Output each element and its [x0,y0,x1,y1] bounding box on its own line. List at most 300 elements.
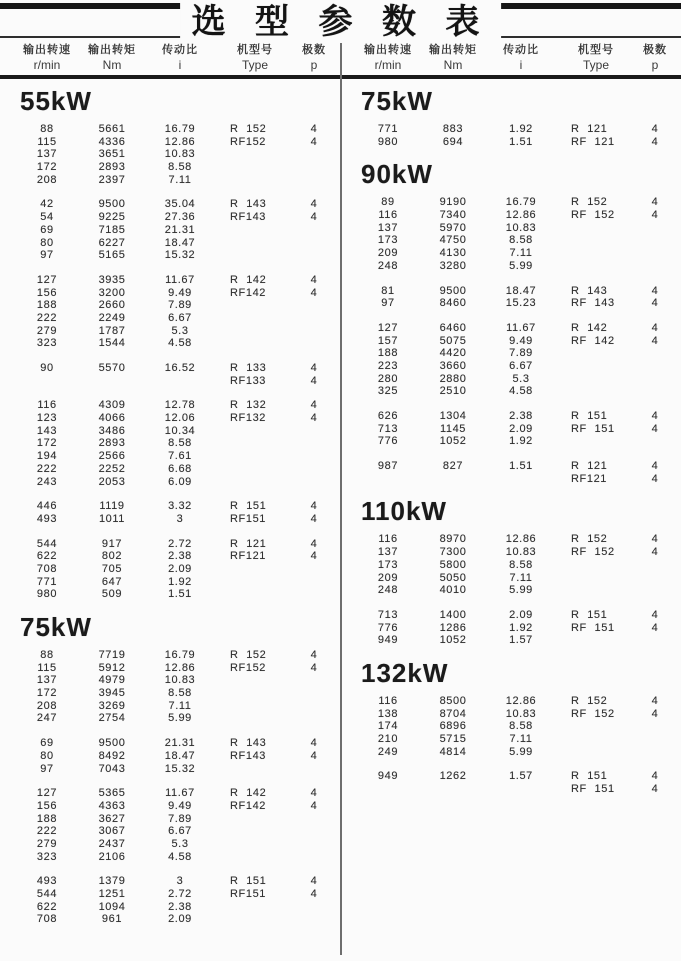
header-output-torque-unit: Nm [443,58,463,72]
torque-cell [423,473,483,486]
poles-cell [292,674,336,687]
table-row [12,249,341,262]
poles-cell [633,584,677,597]
speed-cell: 325 [377,385,399,398]
power-rating-heading: 55kW [20,86,92,116]
table-row [353,385,681,398]
table-row [353,546,681,559]
torque-cell: 9500 [439,284,467,297]
speed-cell: 188 [377,347,399,360]
poles-cell [292,249,336,262]
table-row [353,373,681,386]
poles-cell [633,260,677,273]
ratio-cell: 5.99 [509,584,533,597]
ratio-cell: 16.52 [164,362,196,374]
type-cell: R 151 [230,500,267,513]
speed-cell: 208 [36,699,58,712]
table-row [12,550,341,563]
torque-cell: 2893 [98,161,126,174]
table-row [12,450,341,463]
type-cell [218,763,292,776]
ratio-cell: 7.11 [509,733,533,745]
torque-cell: 7300 [439,546,467,559]
power-rating-heading: 90kW [361,159,433,190]
torque-cell: 9225 [98,211,126,224]
torque-cell: 7340 [439,209,467,222]
ratio-cell: 3 [176,875,184,888]
speed-cell: 115 [37,135,57,148]
poles-cell [292,588,336,601]
gearbox-variant-group [353,460,681,485]
type-cell: R 142 [230,787,267,800]
speed-cell: 622 [36,550,58,563]
gearbox-variant-group [353,123,681,148]
table-row [12,538,341,551]
power-section [353,160,681,485]
torque-cell: 4130 [439,247,467,260]
speed-cell: 123 [36,412,58,425]
gearbox-variant-group [12,538,341,601]
torque-cell: 1787 [98,324,126,337]
ratio-cell: 12.86 [505,533,537,546]
type-cell: RF143 [230,211,267,224]
table-row [353,196,681,209]
speed-cell: 776 [377,435,399,448]
header-ratio-label: 传动比 [503,44,539,56]
torque-cell: 3945 [98,687,126,700]
speed-cell: 174 [377,720,399,733]
speed-cell: 626 [377,410,399,422]
type-cell: R 143 [571,284,608,297]
ratio-cell: 12.86 [164,135,196,148]
type-cell: RF121 [230,550,267,563]
torque-cell: 1544 [98,337,126,350]
ratio-cell: 12.86 [164,661,196,674]
speed-cell: 116 [378,694,398,707]
poles-cell [292,161,336,174]
ratio-cell: 1.57 [509,770,533,783]
table-row [353,572,681,585]
poles-cell [633,634,677,647]
poles-cell: 4 [651,297,659,310]
table-row [353,234,681,247]
type-cell: R 143 [230,737,267,750]
speed-cell: 172 [36,687,58,700]
ratio-cell: 7.11 [509,247,533,260]
torque-cell: 1400 [439,608,467,621]
ratio-cell: 5.3 [171,324,189,337]
torque-cell: 6227 [98,236,126,249]
torque-cell: 5661 [98,123,126,135]
ratio-cell: 5.3 [512,372,530,385]
table-row [12,287,341,300]
torque-cell: 6460 [439,321,467,334]
table-row [12,274,341,287]
poles-cell [633,385,677,398]
poles-cell: 4 [310,787,318,800]
table-row [12,737,341,750]
header-poles-unit: p [651,58,659,72]
type-cell [559,234,633,247]
speed-cell: 97 [40,762,54,775]
table-row [353,222,681,235]
ratio-cell: 18.47 [164,236,196,249]
power-section [12,613,341,926]
torque-cell: 2754 [98,712,126,725]
poles-cell: 4 [651,770,659,783]
power-rating-heading: 110kW [361,496,447,527]
type-cell [218,174,292,187]
poles-cell: 4 [310,135,318,148]
speed-cell: 80 [40,236,54,249]
ratio-cell [483,783,559,796]
poles-cell [292,425,336,438]
torque-cell: 1119 [99,500,125,513]
type-cell: RF 152 [571,209,615,222]
torque-cell: 9500 [98,737,126,750]
speed-cell: 493 [36,512,58,525]
table-row [353,285,681,298]
ratio-cell: 8.58 [509,720,533,733]
ratio-cell: 2.09 [509,608,533,621]
torque-cell: 1379 [98,875,126,888]
poles-cell: 4 [310,512,318,525]
poles-cell: 4 [310,399,318,412]
table-row [12,463,341,476]
ratio-cell: 8.58 [509,558,533,571]
poles-cell [292,576,336,589]
poles-cell [633,360,677,373]
speed-cell: 143 [36,424,58,437]
type-cell [218,249,292,262]
ratio-cell: 2.72 [168,888,192,900]
header-ratio [483,42,559,73]
type-cell [559,746,633,759]
poles-cell [292,450,336,463]
ratio-cell: 7.89 [509,347,533,360]
speed-cell: 622 [36,900,58,913]
poles-cell [292,148,336,161]
speed-cell: 248 [377,259,399,272]
torque-cell: 827 [442,460,464,473]
ratio-cell: 1.57 [509,634,533,647]
type-cell [218,700,292,713]
poles-cell: 4 [651,783,659,796]
speed-cell: 776 [377,621,399,634]
poles-cell: 4 [651,284,659,297]
torque-cell: 5075 [439,334,467,347]
type-cell: RF152 [230,135,267,148]
poles-cell: 4 [651,472,659,485]
poles-cell [292,913,336,926]
table-row [353,533,681,546]
table-row [12,563,341,576]
speed-cell: 138 [377,707,399,720]
table-row [12,674,341,687]
gearbox-variant-group [353,285,681,310]
table-row [353,247,681,260]
torque-cell: 1262 [439,770,467,783]
ratio-cell: 7.11 [168,699,192,712]
type-cell [218,463,292,476]
table-row [12,161,341,174]
type-cell: RF142 [230,286,267,299]
torque-cell: 2437 [98,837,126,850]
header-output-torque-label: 输出转矩 [429,44,477,56]
table-row [353,410,681,423]
ratio-cell: 1.51 [509,135,533,148]
poles-cell [292,224,336,237]
speed-cell: 188 [36,812,58,825]
ratio-cell: 4.58 [168,850,192,863]
gearbox-variant-group [353,695,681,758]
poles-cell [292,337,336,350]
table-row [353,297,681,310]
torque-cell: 961 [101,913,123,926]
type-cell [218,563,292,576]
type-cell [559,360,633,373]
type-cell [218,161,292,174]
speed-cell: 493 [36,875,58,888]
header-ratio-label: 传动比 [162,44,198,56]
ratio-cell: 1.92 [509,621,533,634]
type-cell [559,435,633,448]
poles-cell [633,746,677,759]
table-row [12,123,341,136]
torque-cell: 2566 [98,450,126,463]
ratio-cell: 6.67 [168,825,192,838]
speed-cell: 116 [378,533,398,546]
ratio-cell: 10.83 [164,148,196,161]
header-output-torque-label: 输出转矩 [88,44,136,56]
type-cell [218,588,292,601]
type-cell: R 121 [571,460,608,473]
type-cell: R 151 [230,875,267,888]
table-row [353,322,681,335]
poles-cell: 4 [651,707,659,720]
poles-cell: 4 [651,321,659,334]
speed-cell [12,375,82,388]
ratio-cell: 2.09 [168,562,192,575]
poles-cell: 4 [310,412,318,425]
speed-cell: 446 [36,500,58,513]
ratio-cell: 9.49 [168,286,192,299]
table-row [12,148,341,161]
ratio-cell: 7.61 [168,450,192,463]
table-row [12,174,341,187]
speed-cell: 279 [36,324,58,337]
poles-cell [633,559,677,572]
speed-cell: 223 [377,359,399,372]
speed-cell: 279 [36,837,58,850]
speed-cell: 137 [36,148,58,161]
type-cell [218,224,292,237]
ratio-cell: 21.31 [164,223,196,236]
table-row [353,423,681,436]
gearbox-variant-group [353,770,681,795]
poles-cell [633,435,677,448]
ratio-cell: 1.92 [509,123,533,135]
type-cell: R 152 [571,533,608,546]
torque-cell: 802 [101,550,123,563]
speed-cell: 54 [40,211,54,224]
ratio-cell: 16.79 [164,123,196,135]
poles-cell: 4 [651,608,659,621]
speed-cell: 97 [381,297,395,310]
table-row [353,435,681,448]
table-header-left [0,42,341,73]
poles-cell: 4 [310,123,318,135]
poles-cell [292,712,336,725]
poles-cell: 4 [651,546,659,559]
type-cell: RF151 [230,512,267,525]
table-row [12,412,341,425]
ratio-cell: 4.58 [168,337,192,350]
type-cell [218,851,292,864]
poles-cell: 4 [310,737,318,750]
torque-cell: 3486 [98,424,126,437]
torque-cell: 1011 [98,512,126,525]
gearbox-variant-group [12,500,341,525]
ratio-cell: 8.58 [168,161,192,174]
table-row [12,901,341,914]
table-row [12,875,341,888]
ratio-cell [483,473,559,486]
page-title: 选 型 参 数 表 [180,1,502,43]
torque-cell: 4010 [439,584,467,597]
poles-cell [292,700,336,713]
type-cell [218,825,292,838]
torque-cell: 2252 [98,462,126,475]
ratio-cell: 16.79 [505,196,537,209]
speed-cell: 708 [36,913,58,926]
type-cell [218,712,292,725]
ratio-cell: 12.06 [164,412,196,425]
torque-cell: 3200 [98,286,126,299]
ratio-cell: 35.04 [164,198,196,211]
ratio-cell: 5.99 [509,259,533,272]
table-row [353,360,681,373]
ratio-cell: 6.67 [168,311,192,324]
poles-cell: 4 [310,537,318,550]
header-poles [633,42,677,73]
type-cell: R 121 [571,123,608,135]
torque-cell: 1094 [98,900,126,913]
type-cell [559,634,633,647]
speed-cell: 980 [36,588,58,601]
table-row [12,576,341,589]
ratio-cell: 9.49 [509,334,533,347]
speed-cell: 173 [377,558,399,571]
poles-cell [292,299,336,312]
speed-cell: 80 [40,749,54,762]
type-cell: RF 152 [571,707,615,720]
header-type [559,42,633,73]
gearbox-variant-group [12,787,341,863]
poles-cell: 4 [310,198,318,211]
ratio-cell: 7.89 [168,299,192,312]
poles-cell: 4 [310,888,318,900]
speed-cell: 247 [36,712,58,725]
type-cell: RF132 [230,412,267,425]
speed-cell: 127 [36,273,58,286]
gearbox-variant-group [12,198,341,261]
torque-cell: 5365 [98,787,126,800]
type-cell [218,674,292,687]
table-row [12,476,341,489]
type-cell [559,373,633,386]
table-row [353,347,681,360]
torque-cell: 2397 [98,173,126,186]
poles-cell: 4 [310,875,318,888]
header-ratio [142,42,218,73]
poles-cell [292,563,336,576]
torque-cell: 694 [442,135,464,148]
torque-cell: 509 [101,588,123,601]
ratio-cell: 1.92 [168,575,192,588]
table-row [12,763,341,776]
speed-cell: 172 [36,161,58,174]
table-row [12,312,341,325]
type-cell [218,576,292,589]
table-row [353,335,681,348]
ratio-cell: 3 [176,512,184,525]
poles-cell [292,237,336,250]
torque-cell: 5715 [439,733,467,745]
table-row [12,211,341,224]
type-cell: R 142 [230,273,267,286]
speed-cell: 544 [36,537,58,550]
torque-cell: 7719 [98,649,126,661]
type-cell [559,584,633,597]
speed-cell: 713 [377,608,399,621]
poles-cell: 4 [651,621,659,634]
poles-cell [633,347,677,360]
speed-cell: 188 [36,299,58,312]
speed-cell: 771 [36,575,58,588]
speed-cell: 209 [377,247,399,260]
torque-cell: 917 [101,537,123,550]
poles-cell: 4 [310,362,318,374]
type-cell [218,813,292,826]
ratio-cell: 12.86 [505,209,537,222]
speed-cell: 949 [377,770,399,783]
speed-cell: 172 [36,437,58,450]
gearbox-variant-group [353,322,681,398]
torque-cell: 3067 [98,825,126,838]
table-row [12,237,341,250]
torque-cell [423,783,483,796]
ratio-cell: 10.34 [164,424,196,437]
ratio-cell: 12.78 [164,399,196,412]
torque-cell: 2106 [98,850,126,863]
table-row [12,299,341,312]
table-row [353,622,681,635]
torque-cell: 5912 [98,661,126,674]
torque-cell: 7185 [98,223,126,236]
speed-cell: 249 [377,745,399,758]
type-cell: RF142 [230,799,267,812]
type-cell: RF 143 [571,297,615,310]
poles-cell: 4 [651,422,659,435]
table-row [12,800,341,813]
speed-cell: 243 [36,475,58,488]
speed-cell: 544 [36,888,58,900]
poles-cell [292,687,336,700]
speed-cell: 248 [377,584,399,597]
type-cell: R 121 [230,537,267,550]
table-row [12,362,341,375]
